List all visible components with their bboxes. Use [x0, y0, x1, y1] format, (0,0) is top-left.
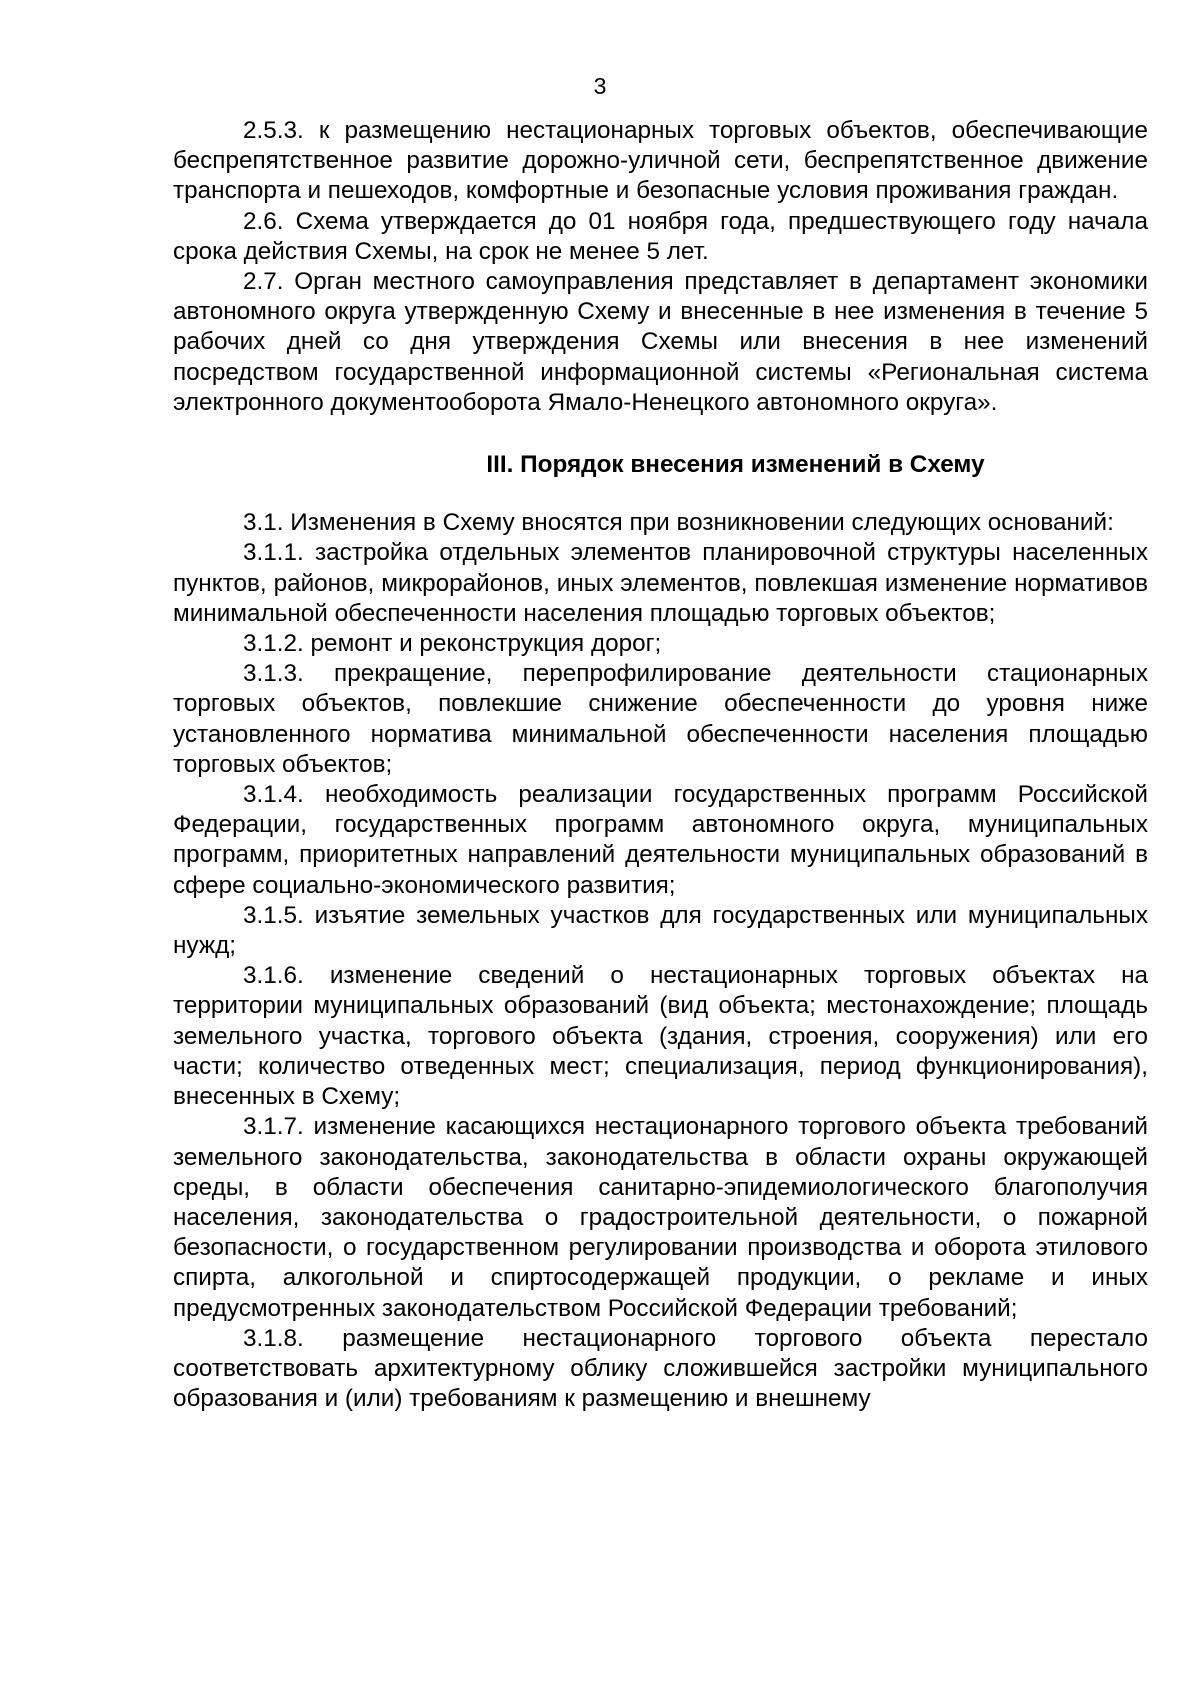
document-body: [173, 116, 1148, 1414]
paragraph-3-1-3: 3.1.3. прекращение, перепрофилирование деятельности стационарных торговых объектов, повлекшие снижение обеспеченности до уровня ниже установленного норматива минимальной обеспеченности населения площадью торговых объектов;: [173, 660, 1148, 778]
paragraph-3-1-7: 3.1.7. изменение касающихся нестационарного торгового объекта требований земельного законодательства, законодательства в области охраны окружающей среды, в области обеспечения санитарно-эпидемиологического благополучия населения, законодательства о градостроительной деятельности, о пожарной безопасности, о государственном регулировании производства и оборота этилового спирта, алкогольной и спиртосодержащей продукции, о рекламе и иных предусмотренных законодательством Российской Федерации требований;: [173, 1113, 1148, 1322]
paragraph-2-5-3: 2.5.3. к размещению нестационарных торговых объектов, обеспечивающие беспрепятственное развитие дорожно-уличной сети, беспрепятственное движение транспорта и пешеходов, комфортные и безопасные условия проживания граждан.: [173, 117, 1148, 205]
paragraph-3-1-4: 3.1.4. необходимость реализации государственных программ Российской Федерации, государственных программ автономного округа, муниципальных программ, приоритетных направлений деятельности муниципальных образований в сфере социально-экономического развития;: [173, 781, 1148, 899]
spacer: [173, 418, 1148, 450]
paragraph-3-1-2: 3.1.2. ремонт и реконструкция дорог;: [243, 630, 662, 658]
section-heading: III. Порядок внесения изменений в Схему: [486, 451, 985, 479]
paragraph-2-6: 2.6. Схема утверждается до 01 ноября года, предшествующего году начала срока действия Схемы, на срок не менее 5 лет.: [173, 207, 1148, 265]
paragraph-3-1-6: 3.1.6. изменение сведений о нестационарных торговых объектах на территории муниципальных образований (вид объекта; местонахождение; площадь земельного участка, торгового объекта (здания, строения, сооружения) или его части; количество отведенных мест; специализация, период функционирования), внесенных в Схему;: [173, 962, 1148, 1111]
spacer: [173, 480, 1148, 508]
page-number: 3: [593, 73, 607, 99]
paragraph-3-1-5: 3.1.5. изъятие земельных участков для государственных или муниципальных нужд;: [173, 901, 1148, 960]
paragraph-3-1-8: 3.1.8. размещение нестационарного торгового объекта перестало соответствовать архитектурному облику сложившейся застройки муниципального образования и (или) требованиям к размещению и внешнему: [173, 1324, 1148, 1413]
paragraph-2-7: 2.7. Орган местного самоуправления представляет в департамент экономики автономного округа утвержденную Схему и внесенные в нее изменения в течение 5 рабочих дней со дня утверждения Схемы или внесения в нее изменений посредством государственной информационной системы «Региональная система электронного документооборота Ямало-Ненецкого автономного округа».: [173, 268, 1148, 416]
paragraph-3-1: 3.1. Изменения в Схему вносятся при возникновении следующих оснований:: [243, 509, 1114, 537]
paragraph-3-1-1: 3.1.1. застройка отдельных элементов планировочной структуры населенных пунктов, районов, микрорайонов, иных элементов, повлекшая изменение нормативов минимальной обеспеченности населения площадью торговых объектов;: [173, 539, 1148, 627]
